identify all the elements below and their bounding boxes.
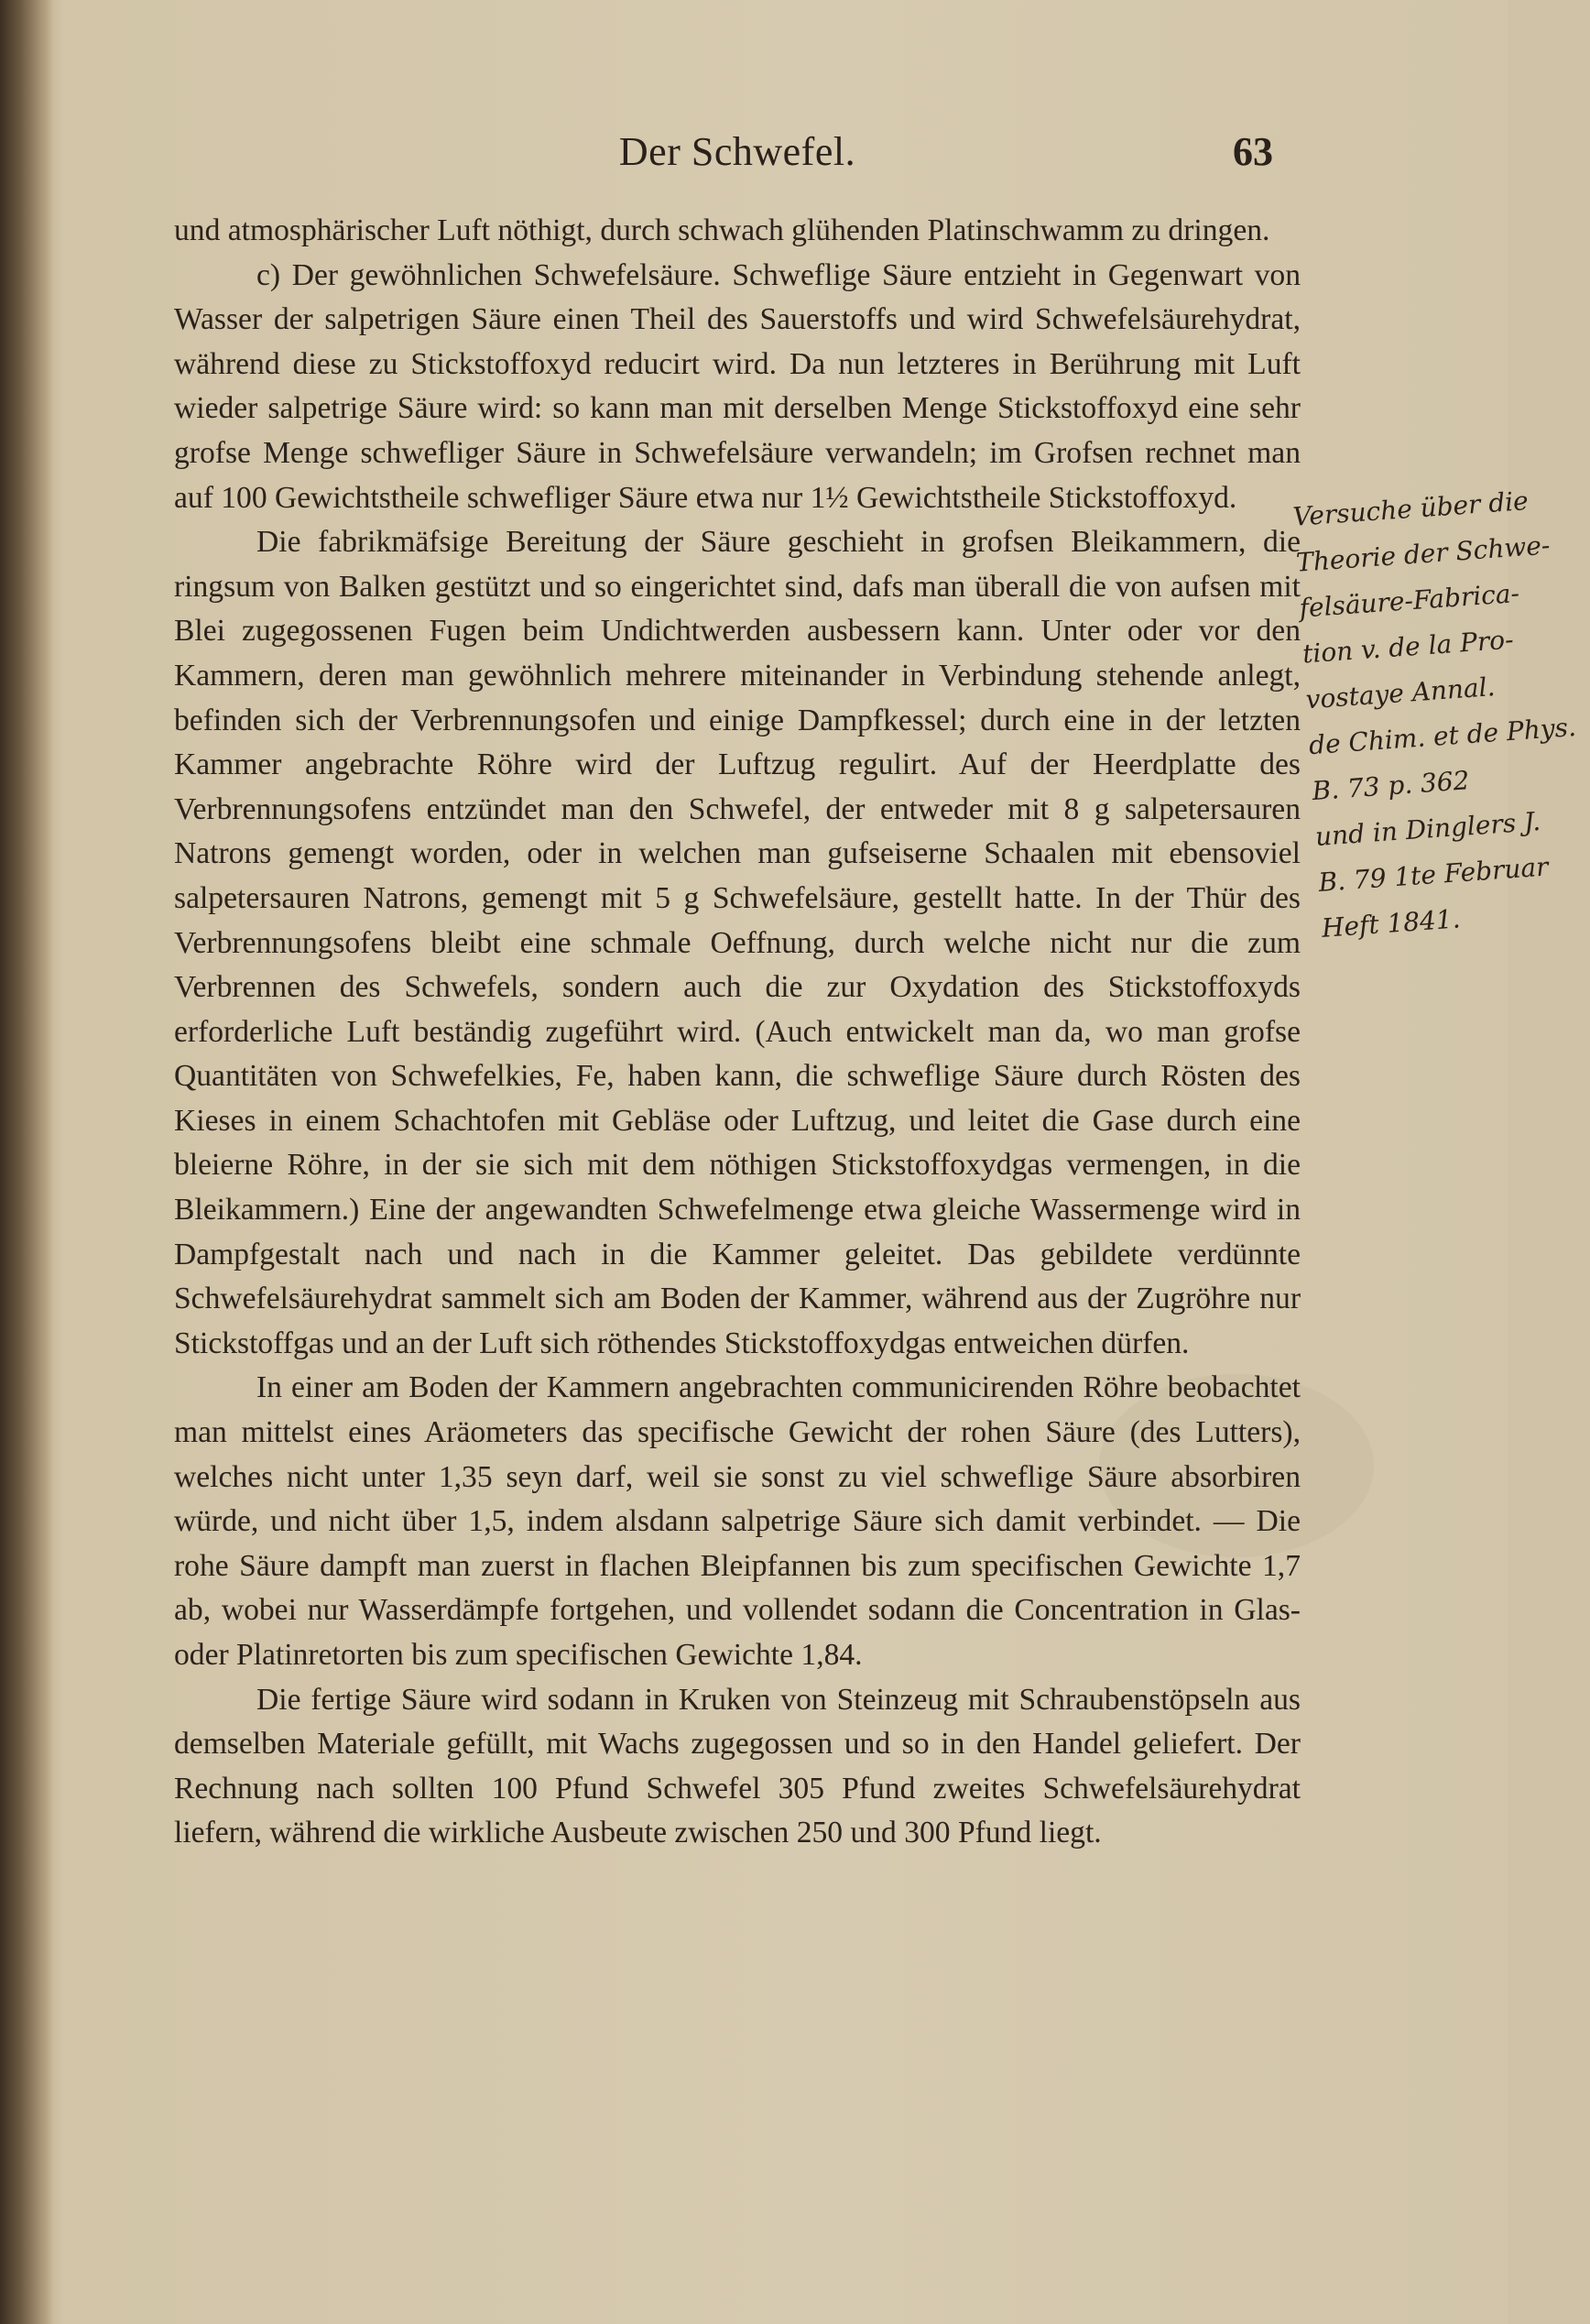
margin-note-line: und in Dinglers J. [1313, 805, 1541, 853]
body-text [174, 209, 1301, 1856]
paragraph-4: In einer am Boden der Kammern angebrachten communicirenden Röhre beobachtet man mittelst eines Aräometers das specifische Gewicht der rohen Säure (des Lutters), welches nicht unter 1,35 seyn darf, weil sie sonst zu viel schweflige Säure absorbiren würde, und nicht über 1,5, indem alsdann salpetrige Säure sich damit verbindet. — Die rohe Säure dampft man zuerst in flachen Bleipfannen bis zum specifischen Gewichte 1,7 ab, wobei nur Wasserdämpfe fortgehen, und vollendet sodann die Concentration in Glas- oder Platinretorten bis zum specifischen Gewichte 1,84. [174, 1370, 1301, 1672]
margin-note-line: Theorie der Schwe- [1295, 529, 1552, 578]
running-title: Der Schwefel. [618, 129, 856, 174]
margin-note-line: de Chim. et de Phys. [1307, 711, 1577, 761]
page-number: 63 [1233, 129, 1273, 174]
margin-note-line: Versuche über die [1291, 486, 1530, 532]
paragraph-2: c) Der gewöhnlichen Schwefelsäure. Schweflige Säure entzieht in Gegenwart von Wasser der salpetrigen Säure einen Theil des Sauerstoffs und wird Schwefelsäurehydrat, während diese zu Stickstoffoxyd reducirt wird. Da nun letzteres in Berührung mit Luft wieder salpetrige Säure wird: so kann man mit derselben Menge Stickstoffoxyd eine sehr grofse Menge schwefliger Säure in Schwefelsäure verwandeln; im Grofsen rechnet man auf 100 Gewichtstheile schwefliger Säure etwa nur 1½ Gewichtstheile Stickstoffoxyd. [174, 257, 1301, 515]
paragraph-1: und atmosphärischer Luft nöthigt, durch schwach glühenden Platinschwamm zu dringen. [174, 213, 1270, 247]
paragraph-3: Die fabrikmäfsige Bereitung der Säure geschieht in grofsen Bleikammern, die ringsum von Balken gestützt und so eingerichtet sind, dafs man überall die von aufsen mit Blei zugegossenen Fugen beim Undichtwerden ausbessern kann. Unter oder vor den Kammern, deren man gewöhnlich mehrere miteinander in Verbindung stehende anlegt, befinden sich der Verbrennungsofen und einige Dampfkessel; durch eine in der letzten Kammer angebrachte Röhre wird der Luftzug regulirt. Auf der Heerdplatte des Verbrennungsofens entzündet man den Schwefel, der entweder mit 8 g salpetersauren Natrons gemengt worden, oder in welchen man gufseiserne Schaalen mit ebensoviel salpetersauren Natrons, gemengt mit 5 g Schwefelsäure, gestellt hatte. In der Thür des Verbrennungsofens bleibt eine schmale Oeffnung, durch welche nicht nur die zum Verbrennen des Schwefels, sondern auch die zur Oxydation des Stickstoffoxyds erforderliche Luft beständig zugeführt wird. (Auch entwickelt man da, wo man grofse Quantitäten von Schwefelkies, Fe, haben kann, die schweflige Säure durch Rösten des Kieses in einem Schachtofen mit Gebläse oder Luftzug, und leitet die Gase durch eine bleierne Röhre, in der sie sich mit dem nöthigen Stickstoffoxydgas vermengen, in die Bleikammern.) Eine der angewandten Schwefelmenge etwa gleiche Wassermenge wird in Dampfgestalt nach und nach in die Kammer geleitet. Das gebildete verdünnte Schwefelsäurehydrat sammelt sich am Boden der Kammer, während aus der Zugröhre nur Stickstoffgas und an der Luft sich röthendes Stickstoffoxydgas entweichen dürfen. [174, 525, 1301, 1360]
paragraph-5: Die fertige Säure wird sodann in Kruken von Steinzeug mit Schraubenstöpseln aus demselben Materiale gefüllt, mit Wachs zugegossen und so in den Handel geliefert. Der Rechnung nach sollten 100 Pfund Schwefel 305 Pfund zweites Schwefelsäurehydrat liefern, während die wirkliche Ausbeute zwischen 250 und 300 Pfund liegt. [174, 1682, 1301, 1850]
margin-note-line: Heft 1841. [1320, 903, 1462, 944]
margin-note-line: felsäure-Fabrica- [1298, 577, 1520, 624]
margin-note-line: vostaye Annal. [1304, 671, 1497, 715]
margin-note-line: B. 73 p. 362 [1311, 765, 1471, 807]
book-spine-shadow [0, 0, 53, 2324]
margin-note-line: tion v. de la Pro- [1301, 624, 1515, 670]
margin-note-line: B. 79 1te Februar [1317, 851, 1550, 898]
page-header [174, 128, 1301, 192]
handwritten-margin-note [1291, 480, 1577, 952]
